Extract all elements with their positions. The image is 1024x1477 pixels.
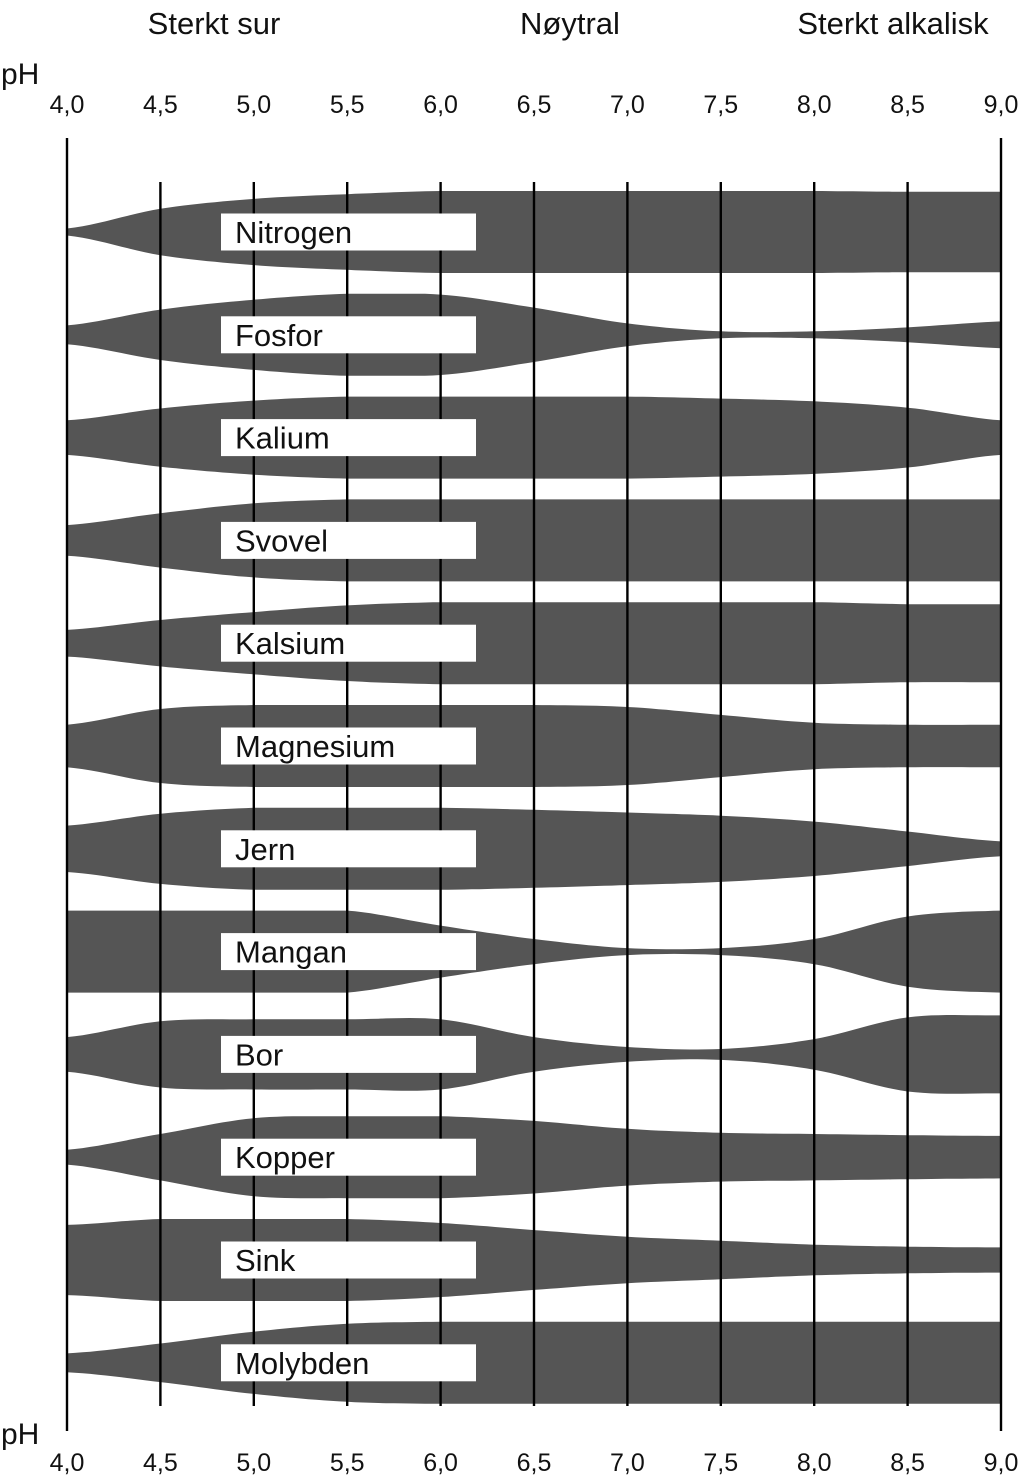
tick-label-top: 8,5 (890, 91, 925, 119)
ph-axis-label-top: pH (1, 58, 40, 91)
label-mangan: Mangan (235, 934, 348, 970)
region-label-neutral: Nøytral (520, 6, 620, 41)
tick-label-bottom: 5,0 (236, 1449, 272, 1477)
tick-label-top: 4,5 (143, 91, 178, 119)
ph-axis-label-bottom: pH (1, 1418, 40, 1451)
tick-label-top: 6,5 (516, 91, 552, 119)
tick-label-bottom: 7,0 (610, 1449, 645, 1477)
tick-label-bottom: 9,0 (983, 1449, 1019, 1477)
label-kalsium: Kalsium (235, 626, 346, 662)
label-molybden: Molybden (235, 1345, 370, 1381)
tick-label-bottom: 6,0 (423, 1449, 458, 1477)
tick-label-top: 7,0 (610, 91, 645, 119)
label-svovel: Svovel (235, 523, 329, 559)
tick-label-bottom: 8,0 (796, 1449, 832, 1477)
label-sink: Sink (235, 1243, 296, 1278)
tick-label-bottom: 4,5 (143, 1449, 178, 1477)
label-bor: Bor (235, 1037, 284, 1073)
tick-label-bottom: 8,5 (890, 1449, 925, 1477)
tick-label-bottom: 7,5 (703, 1449, 739, 1477)
tick-label-bottom: 6,5 (516, 1449, 552, 1477)
tick-label-top: 5,0 (236, 91, 272, 119)
bottom-tick-labels (50, 1449, 1019, 1477)
label-kalium: Kalium (235, 420, 330, 456)
label-jern: Jern (235, 831, 296, 867)
tick-label-bottom: 4,0 (49, 1449, 85, 1477)
region-label-alkaline: Sterkt alkalisk (797, 6, 989, 41)
label-fosfor: Fosfor (235, 317, 323, 353)
region-label-acid: Sterkt sur (147, 6, 281, 41)
labels-layer (221, 214, 476, 1382)
tick-label-top: 8,0 (796, 91, 832, 119)
label-nitrogen: Nitrogen (235, 215, 353, 250)
tick-label-top: 6,0 (423, 91, 458, 119)
tick-label-bottom: 5,5 (329, 1449, 365, 1477)
tick-label-top: 7,5 (703, 91, 739, 119)
label-magnesium: Magnesium (235, 729, 396, 764)
label-kopper: Kopper (235, 1140, 335, 1176)
tick-label-top: 5,5 (329, 91, 365, 119)
tick-label-top: 9,0 (983, 91, 1019, 119)
tick-label-top: 4,0 (49, 91, 85, 119)
top-tick-labels (50, 91, 1019, 119)
